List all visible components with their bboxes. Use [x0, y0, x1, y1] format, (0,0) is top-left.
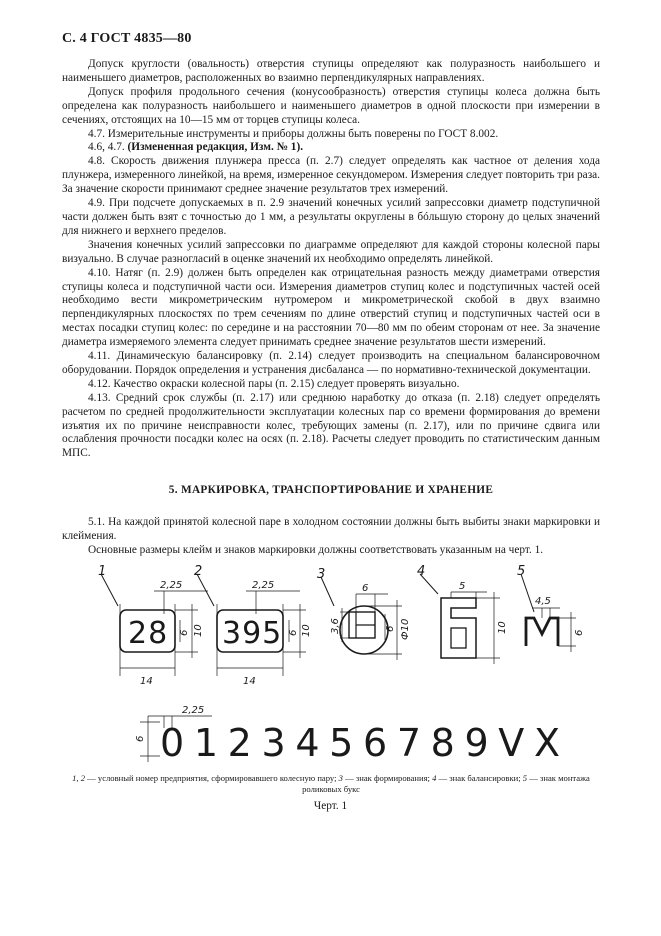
figure-label: Черт. 1 [313, 800, 348, 812]
callout-3: 3 [317, 567, 326, 582]
stamp-1-dim-6: 6 [179, 629, 190, 636]
stamp-3-dim-36: 3,6 [330, 618, 341, 634]
stamp-3-dim-6-inner: 6 [385, 625, 396, 632]
paragraph-ovality: Допуск круглости (овальность) отверстия ступицы определяют как полуразность наибольшего и наименьшего диаметров, расположенных во взаимно перпендикулярных направлениях. [62, 58, 600, 84]
stamp-3-square [349, 612, 375, 638]
caption-text-1: — условный номер предприятия, сформировавшего колесную пару; [85, 773, 339, 783]
page-header: С. 4 ГОСТ 4835—80 [62, 31, 192, 46]
callout-leader-4 [420, 574, 438, 594]
figure-caption [62, 773, 600, 794]
caption-ref-5: 5 [522, 773, 528, 783]
paragraph-4-10: 4.10. Натяг (п. 2.9) должен быть определен как отрицательная разность между диаметрами отверстия ступицы колеса и подступичной части оси. Измерения диаметров ступиц колес и подступичных частей осей необходимо вести микрометрическим нутромером и микрометрической скобой в двух взаимно перпендикулярных плоскостях по трем сечениям по длине отверстий ступиц и подступичных частей оси в местах посадки ступиц колес: по середине и на расстоянии 70—80 мм по обеим сторонам от нее. За значение диаметра измеряемого элемента следует принимать среднее значение результатов шести измерений. [62, 266, 600, 349]
callout-leader-5 [521, 574, 534, 612]
paragraph-4-9: 4.9. При подсчете допускаемых в п. 2.9 значений конечных усилий запрессовки диаметр подступичной части должен быть взят с точностью до 1 мм, а результаты округлены в бóльшую сторону до целых значений для нижнего и верхнего пределов. [62, 197, 600, 237]
callout-leader-1 [101, 574, 118, 606]
paragraph-5-1: 5.1. На каждой принятой колесной паре в холодном состоянии должны быть выбиты знаки маркировки и клеймения. [62, 516, 600, 542]
stamp-1-frame [120, 610, 175, 652]
caption-text-3: — знак балансировки; [436, 773, 523, 783]
stamp-4-glyph-outline [441, 598, 476, 658]
caption-ref-4: 4 [432, 773, 437, 783]
caption-ref-1-2: 1, 2 [72, 773, 86, 783]
stamp-2-frame [217, 610, 283, 652]
stamp-1-dim-14: 14 [140, 676, 153, 687]
paragraph-stamp-sizes: Основные размеры клейм и знаков маркировки должны соответствовать указанным на черт. 1. [88, 543, 544, 556]
section-text [62, 516, 600, 558]
stamp-3-dim-6: 6 [362, 583, 369, 594]
stamp-4-dim-10: 10 [497, 621, 508, 634]
caption-text-2: — знак формирования; [342, 773, 433, 783]
digits-dim-6: 6 [135, 735, 146, 742]
section-title: 5. МАРКИРОВКА, ТРАНСПОРТИРОВАНИЕ И ХРАНЕНИЕ [168, 484, 494, 496]
stamp-4-dim-5: 5 [459, 581, 466, 592]
stamp-2-dim-10: 10 [301, 624, 312, 637]
stamp-2-dim-225: 2,25 [252, 580, 275, 591]
stamp-1-number: 28 [128, 616, 169, 651]
callout-leader-3 [321, 577, 334, 606]
body-text [62, 58, 600, 461]
stamp-5-glyph-outline [526, 618, 558, 646]
paragraph-4-13: 4.13. Средний срок службы (п. 2.17) или среднюю наработку до отказа (п. 2.18) следует определять расчетом по средней продолжительности эксплуатации колесных пар со времени формирования до времени изъятия их по причине неисправности колес, требующих замены (п. 2.17), или по причине сдвига или ослабления прочности посадки колес на осях (п. 2.18). Расчеты следует проводить по статистическим данным МПС. [62, 391, 600, 460]
paragraph-4-7: 4.7. Измерительные инструменты и приборы должны быть поверены по ГОСТ 8.002. [88, 127, 499, 140]
caption-ref-3: 3 [338, 773, 343, 783]
stamp-1-dim-10: 10 [193, 624, 204, 637]
stamp-5-dim-45: 4,5 [535, 596, 551, 607]
digits-dim-225: 2,25 [182, 705, 205, 716]
stamp-2-dim-14: 14 [243, 676, 256, 687]
stamp-2-dim-6: 6 [288, 629, 299, 636]
stamp-5-dim-6: 6 [574, 629, 585, 636]
callout-1: 1 [98, 564, 107, 579]
amendment-prefix: 4.6, 4.7. [88, 141, 128, 154]
callout-4: 4 [417, 564, 426, 579]
paragraph-4-11: 4.11. Динамическую балансировку (п. 2.14) следует производить на специальном балансировочном оборудовании. Порядок определения и устранения дисбаланса — по нормативно-технической документации. [62, 350, 600, 376]
paragraph-4-12: 4.12. Качество окраски колесной пары (п. 2.15) следует проверять визуально. [88, 377, 460, 390]
callout-leader-2 [197, 574, 214, 606]
paragraph-conicity: Допуск профиля продольного сечения (конусообразность) отверстия ступицы колеса должна быть определена как полуразность наибольшего и наименьшего диаметров в одной плоскости при измерении в сечениях, отстоящих на 10—15 мм от торцев ступицы колеса. [62, 85, 600, 126]
paragraph-force-values: Значения конечных усилий запрессовки по диаграмме определяют для каждой стороны колесной пары визуально. В случае разногласий в оценке значений их необходимо определять линейкой. [62, 238, 600, 265]
digits-row: 0 1 2 3 4 5 6 7 8 9 V X [160, 721, 560, 765]
paragraph-amendment [62, 141, 600, 155]
stamp-3-dim-phi10: Ф10 [400, 618, 411, 640]
stamp-2-number: 395 [222, 616, 283, 651]
callout-2: 2 [194, 564, 203, 579]
stamp-1-dim-225: 2,25 [160, 580, 183, 591]
caption-text-4: — знак монтажа роликовых букс [302, 773, 590, 794]
callout-5: 5 [517, 564, 526, 579]
paragraph-4-8: 4.8. Скорость движения плунжера пресса (п. 2.7) следует определять как частное от деления хода плунжера, измеренного линейкой, на время, измеренное секундомером. Измерения следует повторить три раза. За значение скорости принимают среднее значение результатов трех измерений. [62, 155, 600, 196]
amendment-note: (Измененная редакция, Изм. № 1). [127, 141, 304, 154]
stamp-3-circle [340, 606, 388, 654]
